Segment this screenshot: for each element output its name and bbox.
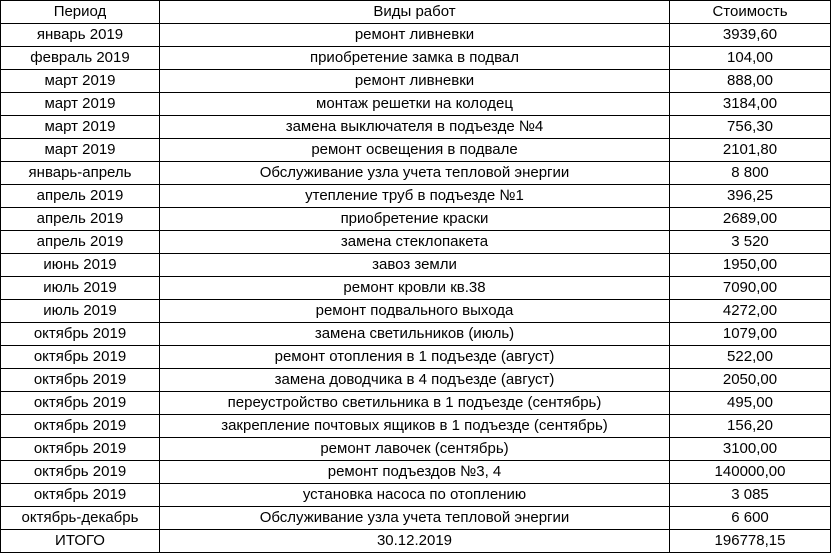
cell-period: октябрь 2019 — [1, 461, 160, 484]
cell-cost: 888,00 — [670, 70, 831, 93]
cell-work: ремонт отопления в 1 подъезде (август) — [160, 346, 670, 369]
cell-cost: 2689,00 — [670, 208, 831, 231]
cell-work: утепление труб в подъезде №1 — [160, 185, 670, 208]
cell-period: апрель 2019 — [1, 208, 160, 231]
header-work: Виды работ — [160, 1, 670, 24]
cell-period: январь 2019 — [1, 24, 160, 47]
cell-cost: 4272,00 — [670, 300, 831, 323]
cell-cost: 8 800 — [670, 162, 831, 185]
table-row — [1, 208, 831, 231]
cell-period: апрель 2019 — [1, 185, 160, 208]
table-row — [1, 461, 831, 484]
cell-cost: 3100,00 — [670, 438, 831, 461]
table-row — [1, 415, 831, 438]
cell-work: Обслуживание узла учета тепловой энергии — [160, 507, 670, 530]
total-cost: 196778,15 — [670, 530, 831, 553]
cell-work: замена стеклопакета — [160, 231, 670, 254]
cell-period: февраль 2019 — [1, 47, 160, 70]
cell-work: ремонт лавочек (сентябрь) — [160, 438, 670, 461]
table-row — [1, 346, 831, 369]
table-row — [1, 139, 831, 162]
table-row — [1, 231, 831, 254]
cell-work: ремонт освещения в подвале — [160, 139, 670, 162]
cell-cost: 1950,00 — [670, 254, 831, 277]
table-row — [1, 116, 831, 139]
cell-period: апрель 2019 — [1, 231, 160, 254]
cell-cost: 104,00 — [670, 47, 831, 70]
cell-work: переустройство светильника в 1 подъезде (сентябрь) — [160, 392, 670, 415]
total-label: ИТОГО — [1, 530, 160, 553]
table-row — [1, 93, 831, 116]
table-body — [1, 24, 831, 530]
table-row — [1, 277, 831, 300]
cell-work: ремонт кровли кв.38 — [160, 277, 670, 300]
cell-work: монтаж решетки на колодец — [160, 93, 670, 116]
cell-cost: 3 520 — [670, 231, 831, 254]
cell-period: октябрь 2019 — [1, 323, 160, 346]
table-row — [1, 70, 831, 93]
cell-period: март 2019 — [1, 139, 160, 162]
table-row — [1, 392, 831, 415]
table-row — [1, 47, 831, 70]
cell-period: март 2019 — [1, 70, 160, 93]
cell-cost: 522,00 — [670, 346, 831, 369]
table-row — [1, 369, 831, 392]
cell-cost: 495,00 — [670, 392, 831, 415]
table-row — [1, 484, 831, 507]
header-period: Период — [1, 1, 160, 24]
cell-cost: 396,25 — [670, 185, 831, 208]
table-row — [1, 300, 831, 323]
cell-cost: 156,20 — [670, 415, 831, 438]
cell-period: октябрь 2019 — [1, 369, 160, 392]
table-row — [1, 323, 831, 346]
cell-cost: 1079,00 — [670, 323, 831, 346]
cell-period: март 2019 — [1, 116, 160, 139]
cell-cost: 756,30 — [670, 116, 831, 139]
cell-work: завоз земли — [160, 254, 670, 277]
cell-period: июль 2019 — [1, 277, 160, 300]
cell-work: замена доводчика в 4 подъезде (август) — [160, 369, 670, 392]
cell-period: октябрь 2019 — [1, 392, 160, 415]
table-row — [1, 254, 831, 277]
cell-cost: 7090,00 — [670, 277, 831, 300]
cell-cost: 3 085 — [670, 484, 831, 507]
cell-work: ремонт ливневки — [160, 24, 670, 47]
cell-work: приобретение краски — [160, 208, 670, 231]
cell-period: октябрь 2019 — [1, 438, 160, 461]
cell-work: приобретение замка в подвал — [160, 47, 670, 70]
cell-period: октябрь 2019 — [1, 484, 160, 507]
table-row — [1, 438, 831, 461]
cell-cost: 2050,00 — [670, 369, 831, 392]
cell-period: июнь 2019 — [1, 254, 160, 277]
table-row — [1, 24, 831, 47]
table-row — [1, 185, 831, 208]
table-row — [1, 162, 831, 185]
cell-cost: 3939,60 — [670, 24, 831, 47]
cell-cost: 6 600 — [670, 507, 831, 530]
total-row — [1, 530, 831, 553]
table-row — [1, 507, 831, 530]
cell-work: замена выключателя в подъезде №4 — [160, 116, 670, 139]
cell-period: октябрь 2019 — [1, 346, 160, 369]
cell-period: октябрь 2019 — [1, 415, 160, 438]
cell-cost: 140000,00 — [670, 461, 831, 484]
cell-work: ремонт ливневки — [160, 70, 670, 93]
cell-cost: 3184,00 — [670, 93, 831, 116]
cell-work: замена светильников (июль) — [160, 323, 670, 346]
cell-work: ремонт подъездов №3, 4 — [160, 461, 670, 484]
cell-work: закрепление почтовых ящиков в 1 подъезде (сентябрь) — [160, 415, 670, 438]
cell-period: март 2019 — [1, 93, 160, 116]
cell-period: январь-апрель — [1, 162, 160, 185]
header-row — [1, 1, 831, 24]
header-cost: Стоимость — [670, 1, 831, 24]
cell-work: Обслуживание узла учета тепловой энергии — [160, 162, 670, 185]
cell-work: ремонт подвального выхода — [160, 300, 670, 323]
cell-period: октябрь-декабрь — [1, 507, 160, 530]
cell-cost: 2101,80 — [670, 139, 831, 162]
cell-work: установка насоса по отоплению — [160, 484, 670, 507]
cell-period: июль 2019 — [1, 300, 160, 323]
total-date: 30.12.2019 — [160, 530, 670, 553]
